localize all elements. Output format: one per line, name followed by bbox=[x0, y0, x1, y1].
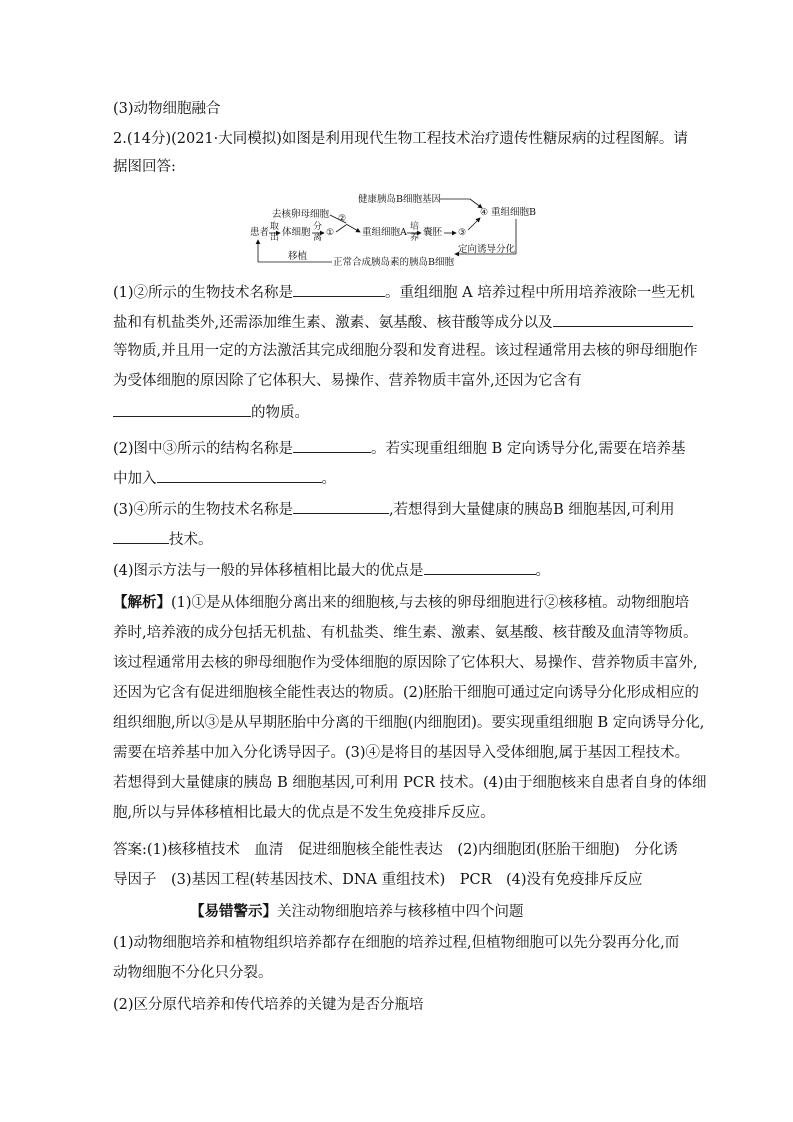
q1-line-5 bbox=[113, 400, 309, 424]
q1-line-4: 为受体细胞的原因除了它体积大、易操作、营养物质丰富外,还因为它含有 bbox=[113, 373, 582, 389]
body-cell-label: 体细胞 bbox=[282, 227, 311, 238]
answer-blank-6[interactable] bbox=[293, 497, 389, 514]
question-header: 2.(14分)(2021·大同模拟)如图是利用现代生物工程技术治疗遗传性糖尿病的过程图解。请 bbox=[113, 131, 688, 147]
nucleus-line bbox=[336, 225, 346, 232]
healthy-gene-label: 健康胰岛B细胞基因 bbox=[358, 194, 441, 205]
q2-line-2 bbox=[113, 466, 336, 490]
q1-text-a: (1)②所示的生物技术名称是 bbox=[113, 285, 294, 301]
gene-arrow bbox=[470, 199, 482, 208]
step3-label: ③ bbox=[458, 228, 467, 238]
step4-label: ④ bbox=[480, 208, 489, 218]
q2-text-a: (2)图中③所示的结构名称是 bbox=[113, 441, 294, 457]
warning-header bbox=[190, 901, 524, 923]
q2-text-c: 中加入 bbox=[113, 471, 157, 487]
q1-line-3: 等物质,并且用一定的方法激活其完成细胞分裂和发育进程。该过程通常用去核的卵母细胞作 bbox=[113, 343, 698, 359]
culture-label-2: 养 bbox=[410, 233, 420, 243]
answer-blank-1[interactable] bbox=[293, 280, 385, 297]
q1-text-f: 的物质。 bbox=[251, 405, 309, 421]
q2-line-1 bbox=[113, 436, 686, 460]
analysis-line-5: 组织细胞,所以③是从早期胚胎中分离的干细胞(内细胞团)。要实现重组细胞 B 定向诱导分化, bbox=[113, 715, 705, 731]
q2-text-b: 。若实现重组细胞 B 定向诱导分化,需要在培养基 bbox=[371, 441, 686, 457]
q4-text-b: 。 bbox=[535, 563, 551, 579]
analysis-line-1 bbox=[113, 592, 689, 614]
analysis-tag: 【解析】 bbox=[113, 594, 171, 611]
warning-title: 关注动物细胞培养与核移植中四个问题 bbox=[277, 904, 524, 920]
analysis-line-4: 还因为它含有促进细胞核全能性表达的物质。(2)胚胎干细胞可通过定向诱导分化形成相应的 bbox=[113, 685, 700, 701]
question-header-cont: 据图回答: bbox=[113, 159, 176, 175]
q3-line-2 bbox=[113, 527, 213, 551]
q3-text-a: (3)④所示的生物技术名称是 bbox=[113, 502, 294, 518]
blastocyst-label: 囊胚 bbox=[423, 227, 443, 238]
analysis-line-8: 胞,所以与异体移植相比最大的优点是不发生免疫排斥反应。 bbox=[113, 805, 495, 821]
analysis-line-3: 该过程通常用去核的卵母细胞作为受体细胞的原因除了它体积大、易操作、营养物质丰富外, bbox=[113, 655, 698, 671]
q1-line-2 bbox=[113, 310, 693, 334]
warning-tag: 【易错警示】 bbox=[190, 903, 277, 920]
analysis-line-6: 需要在培养基中加入分化诱导因子。(3)④是将目的基因导入受体细胞,属于基因工程技术。 bbox=[113, 745, 690, 761]
q2-text-d: 。 bbox=[321, 471, 336, 487]
warning-line-1: (1)动物细胞培养和植物组织培养都存在细胞的培养过程,但植物细胞可以先分裂再分化,而 bbox=[113, 935, 680, 951]
answer-blank-3[interactable] bbox=[113, 400, 251, 417]
separate-label-1: 分 bbox=[313, 222, 323, 232]
analysis-text-1: (1)①是从体细胞分离出来的细胞核,与去核的卵母细胞进行②核移植。动物细胞培 bbox=[171, 595, 690, 611]
text-line-prev-answer: (3)动物细胞融合 bbox=[113, 101, 221, 117]
stem-cell-arrow bbox=[468, 218, 480, 230]
answer-blank-8[interactable] bbox=[424, 558, 536, 575]
step2-label: ② bbox=[338, 214, 347, 224]
q3-text-c: 技术。 bbox=[169, 532, 213, 548]
q3-line-1 bbox=[113, 497, 675, 521]
enucleated-egg-label: 去核卵母细胞 bbox=[272, 209, 330, 220]
q3-text-b: ,若想得到大量健康的胰岛B 细胞基因,可利用 bbox=[389, 502, 675, 518]
analysis-line-2: 养时,培养液的成分包括无机盐、有机盐类、维生素、激素、氨基酸、核苷酸及血清等物质。 bbox=[113, 625, 698, 641]
process-diagram bbox=[250, 188, 550, 273]
answer-blank-2[interactable] bbox=[553, 310, 693, 327]
recombinant-a-label: 重组细胞A bbox=[362, 227, 407, 238]
directed-diff-label: 定向诱导分化 bbox=[458, 244, 516, 255]
warning-line-2: 动物细胞不分化只分裂。 bbox=[113, 965, 273, 981]
take-out-label-2: 出 bbox=[270, 233, 280, 243]
warning-line-3: (2)区分原代培养和传代培养的关键为是否分瓶培 bbox=[113, 997, 424, 1013]
transplant-label: 移植 bbox=[288, 251, 308, 262]
answer-line-1: 答案:(1)核移植技术 血清 促进细胞核全能性表达 (2)内细胞团(胚胎干细胞) 分化诱 bbox=[113, 842, 678, 858]
step1-label: ① bbox=[326, 228, 335, 238]
q1-text-b: 。重组细胞 A 培养过程中所用培养液除一些无机 bbox=[385, 285, 695, 301]
q4-text-a: (4)图示方法与一般的异体移植相比最大的优点是 bbox=[113, 563, 424, 579]
analysis-line-7: 若想得到大量健康的胰岛 B 细胞基因,可利用 PCR 技术。(4)由于细胞核来自患者自身的体细 bbox=[113, 775, 707, 791]
fusion-arrow bbox=[346, 224, 360, 232]
q1-line-1 bbox=[113, 280, 695, 304]
separate-label-2: 离 bbox=[313, 233, 323, 243]
q1-text-c: 盐和有机盐类外,还需添加维生素、激素、氨基酸、核苷酸等成分以及 bbox=[113, 315, 553, 331]
answer-line-2: 导因子 (3)基因工程(转基因技术、DNA 重组技术) PCR (4)没有免疫排斥反应 bbox=[113, 872, 643, 888]
take-out-label-1: 取 bbox=[270, 222, 280, 232]
answer-blank-7[interactable] bbox=[113, 527, 169, 544]
q4-line bbox=[113, 558, 550, 582]
answer-blank-4[interactable] bbox=[293, 436, 371, 453]
recombinant-b-label: 重组细胞B bbox=[491, 207, 536, 218]
culture-label-1: 培 bbox=[410, 222, 420, 232]
normal-cells-label: 正常合成胰岛素的胰岛B细胞 bbox=[333, 257, 454, 268]
patient-label: 患者 bbox=[250, 227, 270, 238]
answer-blank-5[interactable] bbox=[157, 466, 322, 483]
